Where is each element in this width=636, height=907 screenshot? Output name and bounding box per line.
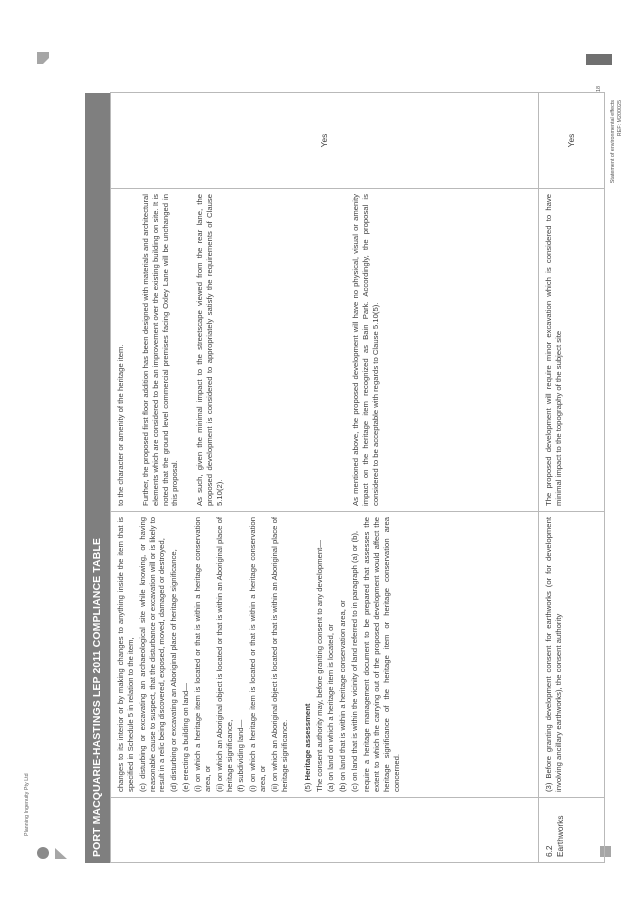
compliance-cell: Yes	[111, 93, 539, 189]
heritage-item: (c) on land that is within the vicinity of land referred to in paragraph (a) or (b),	[350, 530, 360, 792]
compliance-cell: Yes	[539, 93, 605, 189]
footer-ref: REF: M200025	[617, 100, 624, 137]
bottom-left-circle-shape	[37, 847, 49, 859]
heritage-heading: Heritage assessment	[302, 703, 312, 781]
top-right-accent-bar	[586, 54, 612, 65]
heritage-item: (a) on land on which a heritage item is located, or	[326, 624, 336, 792]
comment-paragraph: As such, given the minimal impact to the streetscape viewed from the rear lane, the proposed development is considered to appropriately satisfy the requirements of Clause 5.10(2).	[195, 194, 225, 506]
bottom-left-triangle-shape	[55, 848, 67, 859]
requirement-cell: (3) Before granting development consent for earthworks (or for development involving ancillary earthworks), the consent authority	[539, 512, 605, 798]
requirement-item: changes to its interior or by making changes to anything inside the item that is specified in Schedule 5 in relation to the item,	[116, 517, 135, 792]
footer-doc-title: Statement of environmental effects	[610, 100, 616, 184]
table-row	[111, 93, 539, 863]
heritage-item: (b) on land that is within a heritage conservation area, or	[338, 600, 348, 792]
table-banner: PORT MACQUARIE-HASTINGS LEP 2011 COMPLIANCE TABLE	[85, 93, 110, 863]
heritage-prefix: (5)	[302, 780, 312, 792]
requirement-cell	[111, 512, 539, 798]
requirement-item: (i) on which a heritage item is located or that is within a heritage conservation area, or	[193, 517, 212, 792]
requirement-item: (i) on which a heritage item is located or that is within a heritage conservation area, or	[248, 517, 268, 792]
requirement-item: (ii) on which an Aboriginal object is located or that is within an Aboriginal place of heritage significance,	[214, 517, 234, 792]
comment-paragraph: Further, the proposed first floor addition has been designed with materials and architectural elements which are considered to be an improvement over the existing building on site. It is noted that the ground level commercial premises facing Oxley Lane will be unchanged in this proposal.	[140, 194, 180, 506]
compliance-table-page	[85, 93, 605, 863]
page-number: 18	[596, 86, 602, 92]
comment-paragraph: As mentioned above, the proposed development will have no physical, visual or amenity impact on the heritage item recognized as Bain Park. Accordingly, the proposal is considered to be acceptable with regards to Clause 5.10(5).	[350, 194, 380, 506]
comment-paragraph: to the character or amenity of the heritage item.	[116, 344, 125, 506]
requirement-item: (ii) on which an Aboriginal object is located or that is within an Aboriginal place of heritage significance.	[270, 517, 289, 792]
requirement-item: (c) disturbing or excavating an archaeological site while knowing, or having reasonable cause to suspect, that the disturbance or excavation will or is likely to result in a relic being discovered, exposed, moved, damaged or destroyed,	[137, 517, 167, 792]
heritage-item: The consent authority may, before granting consent to any development—	[314, 540, 324, 792]
heritage-assessment-heading	[303, 517, 313, 792]
company-footer: Planning Ingenuity Pty Ltd	[24, 773, 30, 836]
requirement-item: (d) disturbing or excavating an Aboriginal place of heritage significance,	[169, 549, 179, 792]
document-footer	[610, 100, 625, 300]
requirement-item: (f) subdividing land—	[236, 719, 246, 792]
clause-cell: 6.2 Earthworks	[539, 798, 605, 863]
requirement-item: (e) erecting a building on land—	[181, 683, 191, 792]
table-row	[539, 93, 605, 863]
top-left-corner-shape	[37, 52, 49, 64]
comment-cell	[111, 189, 539, 512]
heritage-item: require a heritage management document to be prepared that assesses the extent to which the carrying out of the proposed development would affect the heritage significance of the heritage item or heritage conservation area concerned.	[362, 517, 401, 792]
comment-cell: The proposed development will require minor excavation which is considered to have minimal impact to the topography of the subject site	[539, 189, 605, 512]
compliance-table	[110, 92, 605, 863]
clause-cell	[111, 798, 539, 863]
